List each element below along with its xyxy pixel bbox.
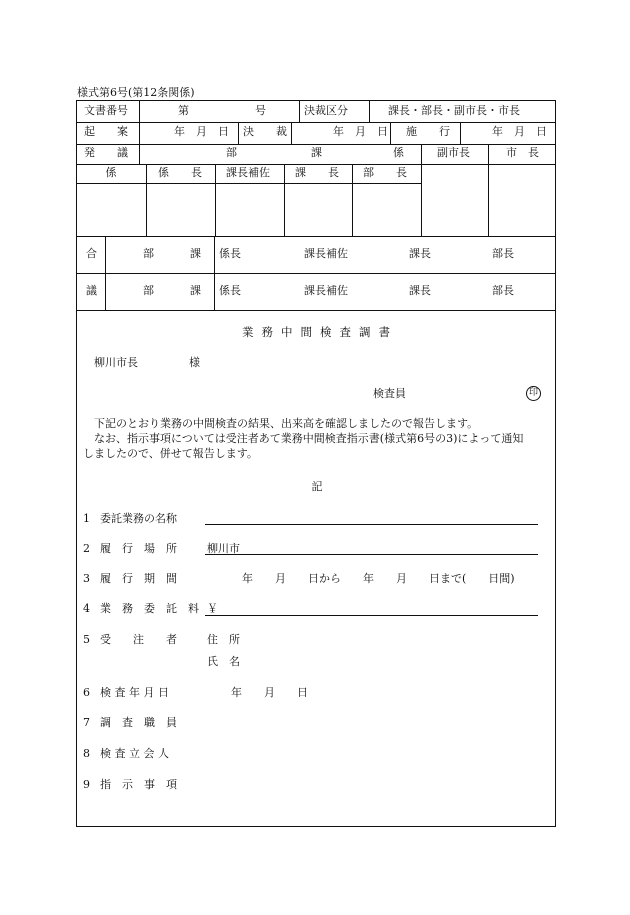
decision-value: 課長・部長・副市長・市長 — [388, 104, 520, 117]
approver-5: 部 長 — [363, 166, 407, 179]
report-title: 業務中間検査調書 — [242, 325, 398, 339]
item-1-underline — [205, 524, 538, 525]
item-7-no: 7 — [83, 716, 90, 729]
doc-no-dai: 第 — [178, 104, 189, 117]
item-3-no: 3 — [83, 572, 90, 585]
item-9-label: 指 示 事 項 — [100, 778, 177, 791]
item-1-label: 委託業務の名称 — [100, 512, 177, 525]
fuku-shicho-label: 副市長 — [437, 146, 470, 159]
item-2-label: 履 行 場 所 — [100, 542, 177, 555]
item-1-no: 1 — [83, 512, 90, 525]
seal-icon: 印 — [526, 386, 541, 401]
honorific: 様 — [189, 356, 200, 369]
gougi-row-2-bucho: 部長 — [492, 284, 514, 297]
kian-date: 年 月 日 — [174, 125, 229, 138]
item-3-label: 履 行 期 間 — [100, 572, 177, 585]
gougi-row-1-bu: 部 — [143, 247, 154, 260]
item-4-label: 業 務 委 託 料 — [100, 602, 199, 615]
kessai-date: 年 月 日 — [333, 125, 388, 138]
form-caption: 様式第6号(第12条関係) — [77, 86, 195, 99]
item-8-label: 検 査 立 会 人 — [100, 747, 169, 760]
gougi-row-1-bucho: 部長 — [492, 247, 514, 260]
shikou-label: 施 行 — [406, 125, 450, 138]
item-3-value: 年 月 日から 年 月 日まで( 日間) — [242, 572, 515, 585]
gougi-row-1-ka: 課 — [190, 247, 201, 260]
item-4-value: ￥ — [207, 602, 218, 615]
gougi-row-2-hosa: 課長補佐 — [304, 284, 348, 297]
decision-label: 決裁区分 — [304, 104, 348, 117]
hatsugi-label: 発 議 — [84, 146, 128, 159]
approver-2: 係 長 — [158, 166, 202, 179]
item-2-value: 柳川市 — [207, 542, 240, 555]
item-5-address: 住 所 — [207, 633, 240, 646]
item-6-label: 検 査 年 月 日 — [100, 686, 169, 699]
item-6-no: 6 — [83, 686, 90, 699]
gougi-row-2-bu: 部 — [143, 284, 154, 297]
approver-1: 係 — [105, 166, 117, 179]
shikou-date: 年 月 日 — [492, 125, 547, 138]
body-paragraph-2a: なお、指示事項については受注者あて業務中間検査指示書(様式第6号の3)によって通知 — [94, 432, 524, 445]
hatsugi-bu: 部 — [226, 146, 237, 159]
doc-no-go: 号 — [255, 104, 266, 117]
hatsugi-ka: 課 — [311, 146, 322, 159]
item-5-label: 受 注 者 — [100, 633, 177, 646]
body-paragraph-1: 下記のとおり業務の中間検査の結果、出来高を確認しましたので報告します。 — [94, 417, 479, 430]
item-6-value: 年 月 日 — [231, 686, 308, 699]
gougi-row-2-ka: 課 — [190, 284, 201, 297]
item-8-no: 8 — [83, 747, 90, 760]
kessai-label: 決 裁 — [243, 125, 287, 138]
ki-heading: 記 — [311, 480, 323, 493]
item-4-underline — [205, 615, 538, 616]
gougi-label-2: 議 — [86, 284, 97, 297]
approver-4: 課 長 — [295, 166, 339, 179]
item-9-no: 9 — [83, 778, 90, 791]
item-5-name: 氏 名 — [207, 655, 240, 668]
gougi-row-1-kakaricho: 係長 — [219, 247, 241, 260]
hatsugi-kakari: 係 — [393, 146, 404, 159]
item-7-label: 調 査 職 員 — [100, 716, 177, 729]
gougi-row-2-kacho: 課長 — [409, 284, 431, 297]
doc-no-label: 文書番号 — [84, 104, 128, 117]
item-2-underline — [205, 554, 538, 555]
gougi-row-1-hosa: 課長補佐 — [304, 247, 348, 260]
body-paragraph-2b: しましたので、併せて報告します。 — [83, 447, 258, 460]
item-2-no: 2 — [83, 542, 90, 555]
shicho-label: 市 長 — [506, 146, 539, 159]
item-5-no: 5 — [83, 633, 90, 646]
approver-3: 課長補佐 — [226, 166, 270, 179]
gougi-row-1-kacho: 課長 — [409, 247, 431, 260]
gougi-label-1: 合 — [86, 247, 97, 260]
gougi-row-2-kakaricho: 係長 — [219, 284, 241, 297]
addressee: 柳川市長 — [94, 356, 138, 369]
inspector-label: 検査員 — [373, 387, 406, 400]
kian-label: 起 案 — [84, 125, 128, 138]
item-4-no: 4 — [83, 602, 90, 615]
